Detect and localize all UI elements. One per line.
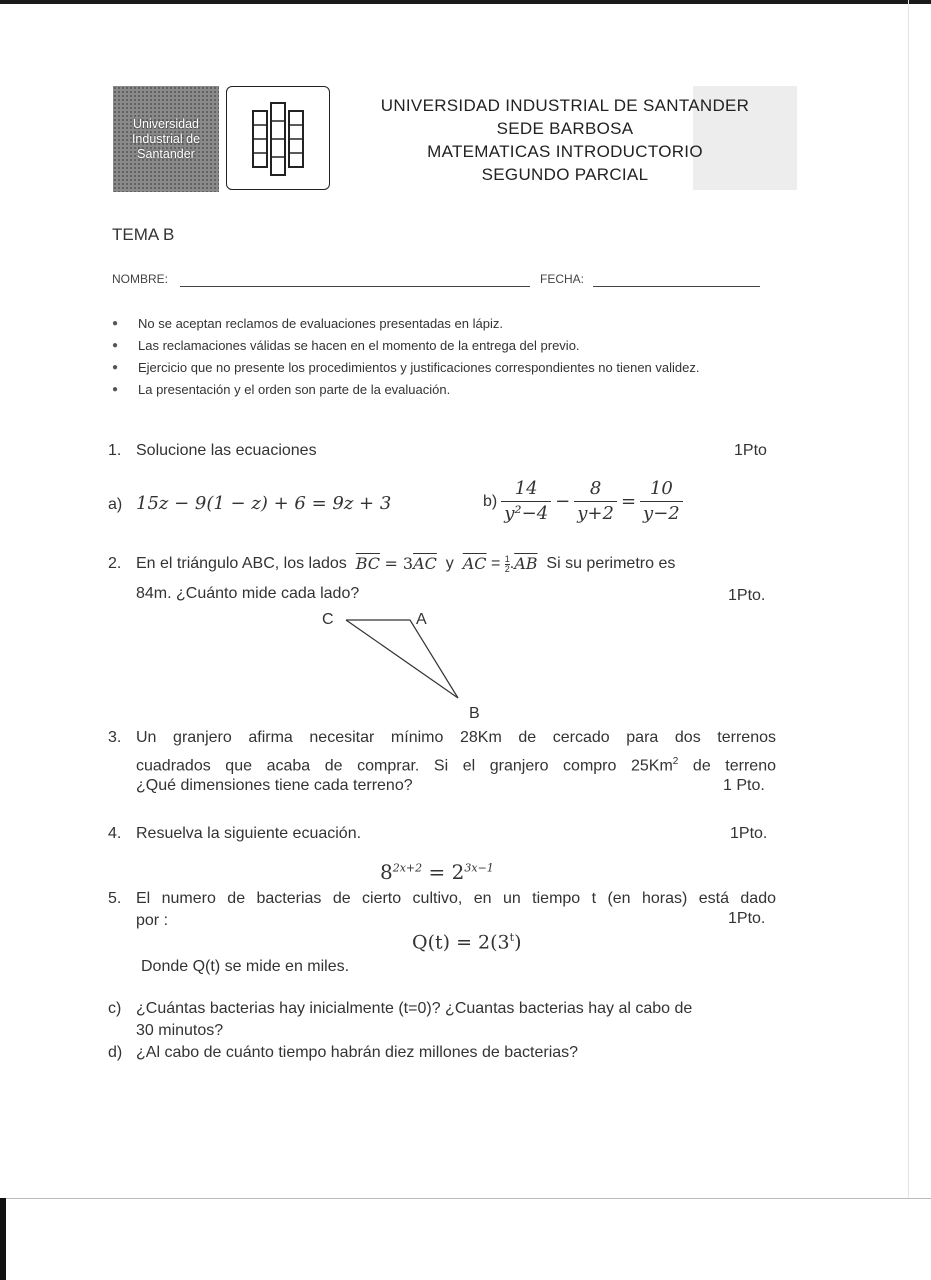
exam-version: TEMA B [112, 225, 175, 244]
fraction: $\frac{10}{y-2}$ [640, 478, 683, 525]
logo-line: Industrial de [131, 131, 201, 146]
rule-item: ● Ejercicio que no presente los procedimientos y justificaciones correspondientes no tienen validez. [112, 360, 700, 375]
question-5: 5. El numero de bacterias de cierto cultivo, en un tiempo t (en horas) está dado [108, 890, 776, 907]
q5-part-c-line2: 30 minutos? [136, 1022, 224, 1039]
q5-formula: $Q(t) = 2(3^t)$ [412, 931, 522, 954]
question-1: 1. Solucione las ecuaciones [108, 442, 317, 459]
uis-logo-icon [251, 101, 307, 177]
campus-name: SEDE BARBOSA [496, 119, 634, 138]
vertex-c-label: C [322, 611, 334, 628]
q3-line3: ¿Qué dimensiones tiene cada terreno? [136, 777, 413, 794]
fraction: $\frac{14}{\text{y²−4}}$ [501, 478, 551, 525]
rules-list [110, 313, 790, 401]
q3-points: 1 Pto. [723, 777, 765, 794]
vertex-b-label: B [469, 705, 480, 722]
scan-edge-top [0, 0, 931, 4]
university-logo [113, 86, 219, 192]
uis-logo [226, 86, 330, 190]
document-header [370, 94, 760, 186]
scan-edge-bottom [0, 1198, 931, 1199]
question-3: 3. Un granjero afirma necesitar mínimo 28Km de cercado para dos terrenos [108, 729, 776, 746]
date-field[interactable] [593, 286, 760, 287]
course-name: MATEMATICAS INTRODUCTORIO [427, 142, 703, 161]
logo-line: Universidad [132, 116, 199, 131]
name-field[interactable] [180, 286, 530, 287]
q5-note: Donde Q(t) se mide en miles. [141, 958, 350, 975]
triangle-abc [310, 606, 490, 722]
q1-points: 1Pto [734, 442, 767, 459]
date-label: FECHA: [540, 272, 585, 286]
rule-item: ● No se aceptan reclamos de evaluaciones presentadas en lápiz. [112, 316, 503, 331]
fraction: $\frac{8}{y+2}$ [574, 478, 617, 525]
scan-edge-left [0, 1198, 6, 1280]
q5-points: 1Pto. [728, 910, 766, 927]
q3-line2: cuadrados que acaba de comprar. Si el granjero compro 25Km$^2$ de terreno [136, 756, 776, 775]
q1-part-a: a) 15z − 9(1 − z) + 6 = 9z + 3 [108, 493, 392, 514]
question-4: 4. Resuelva la siguiente ecuación. [108, 825, 362, 842]
q2-points: 1Pto. [728, 587, 766, 604]
scan-edge-right [908, 0, 909, 1198]
exam-name: SEGUNDO PARCIAL [481, 165, 649, 184]
q4-points: 1Pto. [730, 825, 768, 842]
vertex-a-label: A [416, 611, 427, 628]
question-2: 2. En el triángulo ABC, los lados $\overline{BC}$ = 3 $\overline{AC}$ y $\overline{AC}$ = $\frac{1}{2}$ . $\overline{AB}$ Si su perimetro es [108, 553, 676, 574]
q5-part-c: c) ¿Cuántas bacterias hay inicialmente (t=0)? ¿Cuantas bacterias hay al cabo de [108, 1000, 693, 1017]
rule-item: ● Las reclamaciones válidas se hacen en el momento de la entrega del previo. [112, 338, 580, 353]
logo-line: Santander [137, 146, 195, 161]
q5-line2: por : [136, 912, 169, 929]
rule-item: ● La presentación y el orden son parte de la evaluación. [112, 382, 451, 397]
q5-part-d: d) ¿Al cabo de cuánto tiempo habrán diez millones de bacterias? [108, 1044, 579, 1061]
q2-line2: 84m. ¿Cuánto mide cada lado? [136, 585, 360, 602]
name-label: NOMBRE: [112, 272, 169, 286]
university-name: UNIVERSIDAD INDUSTRIAL DE SANTANDER [380, 96, 750, 115]
q4-equation: $8^{2x+2} = 2^{3x-1}$ [380, 860, 494, 884]
q1-part-b: b) $\frac{14}{\text{y²−4}}$ − $\frac{8}{y+2}$ = $\frac{10}{y-2}$ [483, 478, 687, 525]
